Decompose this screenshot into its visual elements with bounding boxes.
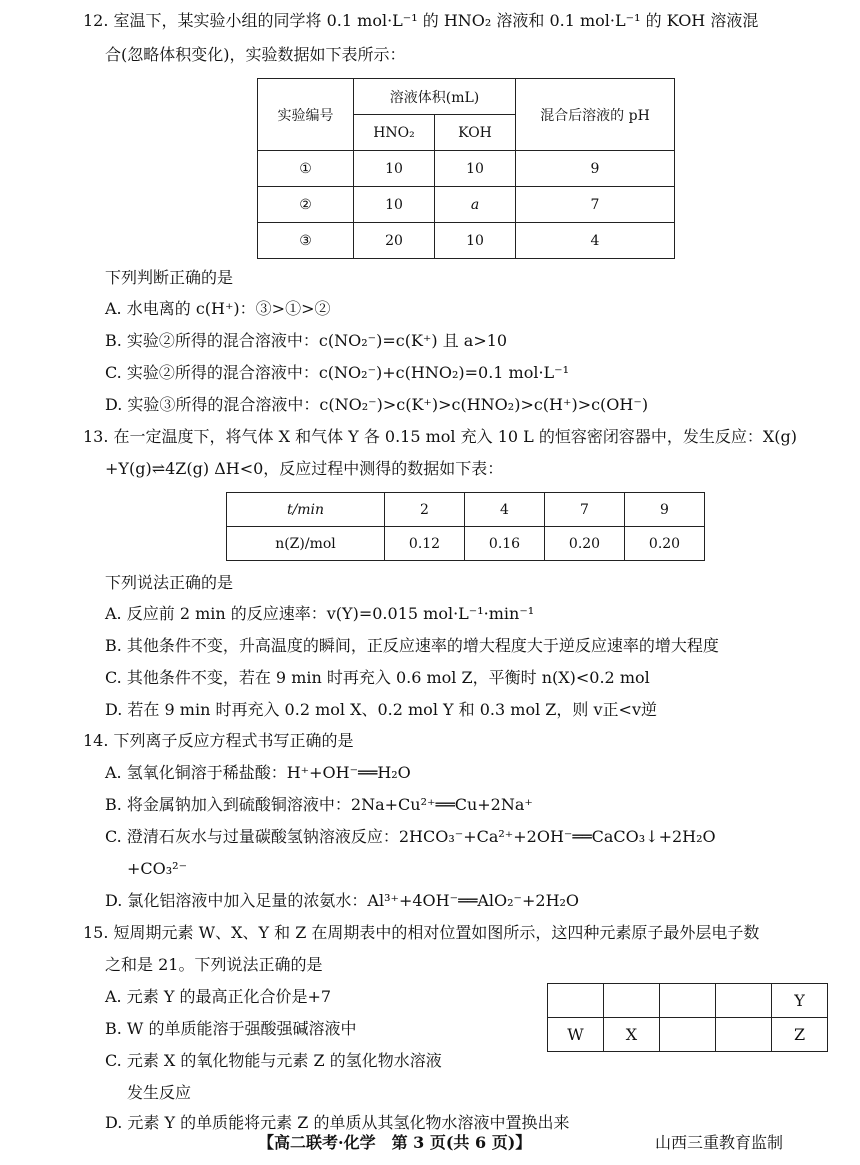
- q12-header-ph: 混合后溶液的 pH: [516, 79, 675, 151]
- grid-cell: [716, 984, 772, 1018]
- q12-stem-line2: 合(忽略体积变化)，实验数据如下表所示：: [105, 45, 406, 64]
- q12-cell: ③: [258, 223, 354, 259]
- q13-cell: 4: [465, 493, 545, 527]
- q13-cell: 0.20: [545, 527, 625, 561]
- q12-table: [257, 78, 675, 259]
- q13-cell: 7: [545, 493, 625, 527]
- q12-option-a: A. 水电离的 c(H⁺)：③>①>②: [105, 299, 331, 318]
- q14-option-b: B. 将金属钠加入到硫酸铜溶液中：2Na+Cu²⁺══Cu+2Na⁺: [105, 795, 533, 814]
- grid-cell: [660, 984, 716, 1018]
- periodic-table-fragment: [547, 983, 828, 1052]
- table-row: [548, 1018, 828, 1052]
- q13-cell: 9: [625, 493, 705, 527]
- grid-cell: W: [548, 1018, 604, 1052]
- q12-cell: 10: [435, 223, 516, 259]
- q12-header-volume: 溶液体积(mL): [354, 79, 516, 115]
- q13-stem-line2: +Y(g)⇌4Z(g) ΔH<0，反应过程中测得的数据如下表：: [105, 459, 504, 478]
- q13-cell: 0.20: [625, 527, 705, 561]
- q15-option-c-line2: 发生反应: [127, 1083, 192, 1102]
- q13-stem-line1: 13. 在一定温度下，将气体 X 和气体 Y 各 0.15 mol 充入 10 L 的恒容密闭容器中，发生反应：X(g): [83, 427, 797, 446]
- q15-option-d: D. 元素 Y 的单质能将元素 Z 的单质从其氢化物水溶液中置换出来: [105, 1113, 570, 1132]
- q13-option-a: A. 反应前 2 min 的反应速率：v(Y)=0.015 mol·L⁻¹·min⁻¹: [105, 604, 535, 623]
- q12-header-id: 实验编号: [258, 79, 354, 151]
- q15-option-a: A. 元素 Y 的最高正化合价是+7: [105, 987, 332, 1006]
- q12-cell: ①: [258, 151, 354, 187]
- q15-stem-line2: 之和是 21。下列说法正确的是: [105, 955, 323, 974]
- q13-cell: 2: [385, 493, 465, 527]
- table-row: [227, 527, 705, 561]
- q13-prompt: 下列说法正确的是: [105, 573, 234, 592]
- grid-cell: Y: [772, 984, 828, 1018]
- q12-cell: 9: [516, 151, 675, 187]
- q12-cell: 7: [516, 187, 675, 223]
- grid-cell: X: [604, 1018, 660, 1052]
- q12-cell: 4: [516, 223, 675, 259]
- table-row: [227, 493, 705, 527]
- q13-option-b: B. 其他条件不变，升高温度的瞬间，正反应速率的增大程度大于逆反应速率的增大程度: [105, 636, 719, 655]
- q12-cell: 20: [354, 223, 435, 259]
- q15-option-c-line1: C. 元素 X 的氧化物能与元素 Z 的氢化物水溶液: [105, 1051, 442, 1070]
- table-row: [258, 223, 675, 259]
- q13-row2-label: n(Z)/mol: [227, 527, 385, 561]
- q14-option-c-line2: +CO₃²⁻: [127, 859, 188, 878]
- table-row: [258, 187, 675, 223]
- q12-cell: ②: [258, 187, 354, 223]
- q14-option-c-line1: C. 澄清石灰水与过量碳酸氢钠溶液反应：2HCO₃⁻+Ca²⁺+2OH⁻══CaCO₃↓+2H₂O: [105, 827, 716, 846]
- q12-option-d: D. 实验③所得的混合溶液中：c(NO₂⁻)>c(K⁺)>c(HNO₂)>c(H⁺)>c(OH⁻): [105, 395, 649, 414]
- q12-option-c: C. 实验②所得的混合溶液中：c(NO₂⁻)+c(HNO₂)=0.1 mol·L⁻¹: [105, 363, 570, 382]
- q12-header-hno2: HNO₂: [354, 115, 435, 151]
- grid-cell: [604, 984, 660, 1018]
- q12-stem-line1: 12. 室温下，某实验小组的同学将 0.1 mol·L⁻¹ 的 HNO₂ 溶液和 0.1 mol·L⁻¹ 的 KOH 溶液混: [83, 11, 759, 30]
- q15-stem-line1: 15. 短周期元素 W、X、Y 和 Z 在周期表中的相对位置如图所示，这四种元素原子最外层电子数: [83, 923, 760, 942]
- grid-cell: [660, 1018, 716, 1052]
- grid-cell: [716, 1018, 772, 1052]
- q13-cell: 0.16: [465, 527, 545, 561]
- q13-option-c: C. 其他条件不变，若在 9 min 时再充入 0.6 mol Z，平衡时 n(X)<0.2 mol: [105, 668, 650, 687]
- q13-row1-label: t/min: [227, 493, 385, 527]
- q12-cell: a: [435, 187, 516, 223]
- footer-page-info: 【高二联考·化学 第 3 页(共 6 页)】: [258, 1133, 532, 1152]
- q14-option-a: A. 氢氧化铜溶于稀盐酸：H⁺+OH⁻══H₂O: [105, 763, 411, 782]
- q14-option-d: D. 氯化铝溶液中加入足量的浓氨水：Al³⁺+4OH⁻══AlO₂⁻+2H₂O: [105, 891, 580, 910]
- q12-cell: 10: [354, 187, 435, 223]
- q12-prompt: 下列判断正确的是: [105, 268, 234, 287]
- q13-cell: 0.12: [385, 527, 465, 561]
- q12-option-b: B. 实验②所得的混合溶液中：c(NO₂⁻)=c(K⁺) 且 a>10: [105, 331, 508, 350]
- table-row: [548, 984, 828, 1018]
- table-row: [258, 151, 675, 187]
- q14-stem: 14. 下列离子反应方程式书写正确的是: [83, 731, 354, 750]
- grid-cell: [548, 984, 604, 1018]
- q12-cell: 10: [435, 151, 516, 187]
- q12-cell: 10: [354, 151, 435, 187]
- q15-option-b: B. W 的单质能溶于强酸强碱溶液中: [105, 1019, 357, 1038]
- q12-header-koh: KOH: [435, 115, 516, 151]
- footer-publisher: 山西三重教育监制: [655, 1133, 784, 1152]
- q13-option-d: D. 若在 9 min 时再充入 0.2 mol X、0.2 mol Y 和 0.3 mol Z，则 v正<v逆: [105, 700, 657, 719]
- grid-cell: Z: [772, 1018, 828, 1052]
- q13-table: [226, 492, 705, 561]
